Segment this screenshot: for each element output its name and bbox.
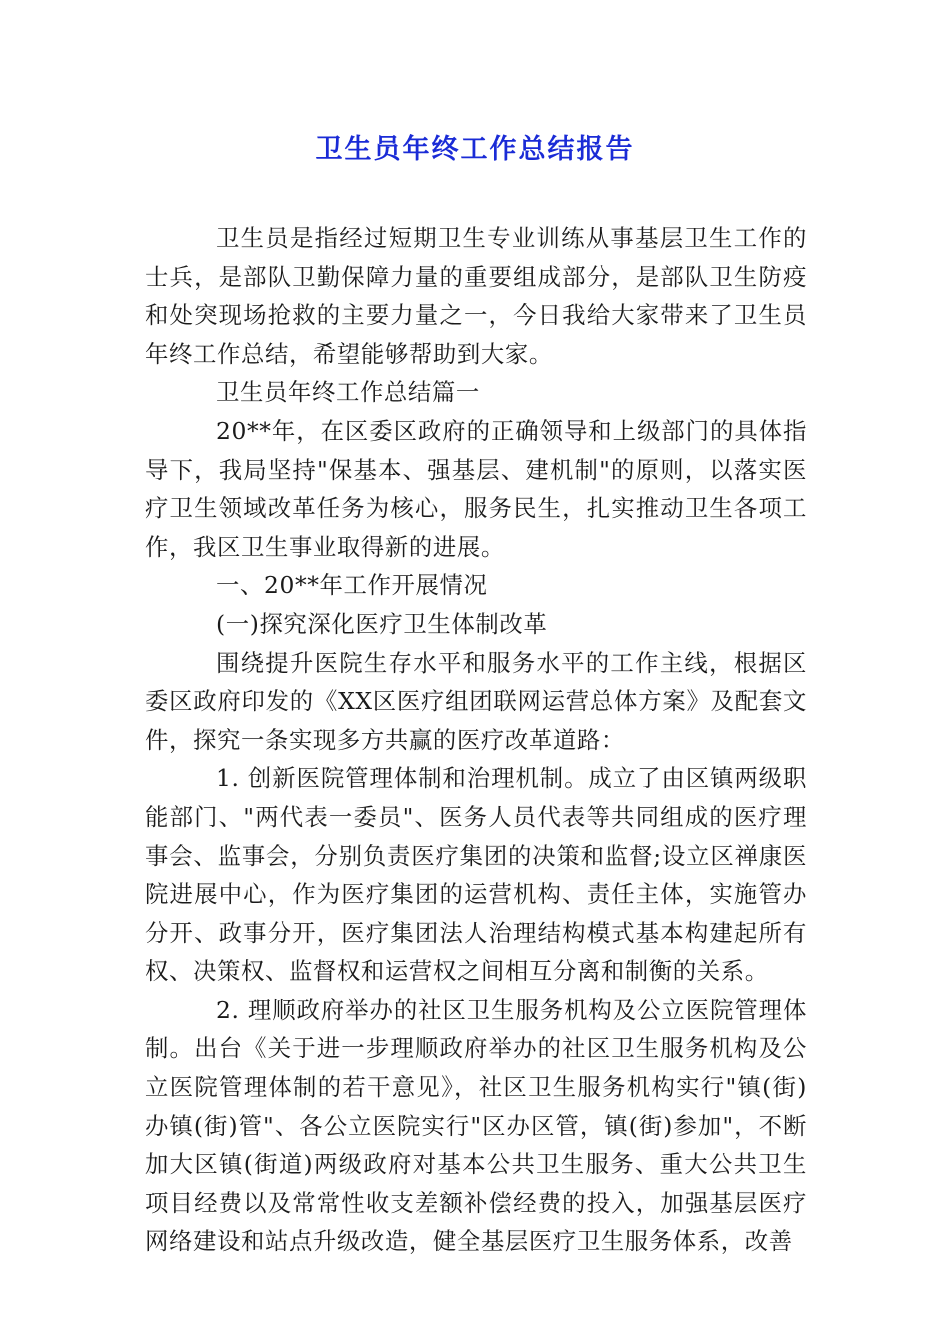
- section-heading-work-status: 一、20**年工作开展情况: [216, 571, 488, 600]
- paragraph-item-1: 1. 创新医院管理体制和治理机制。成立了由区镇两级职能部门、"两代表一委员"、医务人员代表等共同组成的医疗理事会、监事会，分别负责医疗集团的决策和监督;设立区禅康医院进展中心，作为医疗集团的运营机构、责任主体，实施管办分开、政事分开，医疗集团法人治理结构模式基本构建起所有权、决策权、监督权和运营权之间相互分离和制衡的关系。: [145, 764, 807, 986]
- paragraph-item-2: 2. 理顺政府举办的社区卫生服务机构及公立医院管理体制。出台《关于进一步理顺政府举办的社区卫生服务机构及公立医院管理体制的若干意见》，社区卫生服务机构实行"镇(街)办镇(街)管"、各公立医院实行"区办区管，镇(街)参加"，不断加大区镇(街道)两级政府对基本公共卫生服务、重大公共卫生项目经费以及常常性收支差额补偿经费的投入，加强基层医疗网络建设和站点升级改造，健全基层医疗卫生服务体系，改善: [145, 995, 807, 1256]
- paragraph-reform-intro: 围绕提升医院生存水平和服务水平的工作主线，根据区委区政府印发的《XX区医疗组团联网运营总体方案》及配套文件，探究一条实现多方共赢的医疗改革道路：: [145, 648, 807, 754]
- subsection-heading-reform: (一)探究深化医疗卫生体制改革: [216, 609, 548, 638]
- document-body: [145, 219, 807, 1261]
- section-heading-part-one: 卫生员年终工作总结篇一: [216, 378, 480, 407]
- paragraph-intro: 卫生员是指经过短期卫生专业训练从事基层卫生工作的士兵，是部队卫勤保障力量的重要组成部分，是部队卫生防疫和处突现场抢救的主要力量之一，今日我给大家带来了卫生员年终工作总结，希望能够帮助到大家。: [145, 224, 807, 368]
- paragraph-overview: 20**年，在区委区政府的正确领导和上级部门的具体指导下，我局坚持"保基本、强基层、建机制"的原则，以落实医疗卫生领域改革任务为核心，服务民生，扎实推动卫生各项工作，我区卫生事业取得新的进展。: [145, 416, 807, 561]
- document-title: 卫生员年终工作总结报告: [315, 134, 635, 165]
